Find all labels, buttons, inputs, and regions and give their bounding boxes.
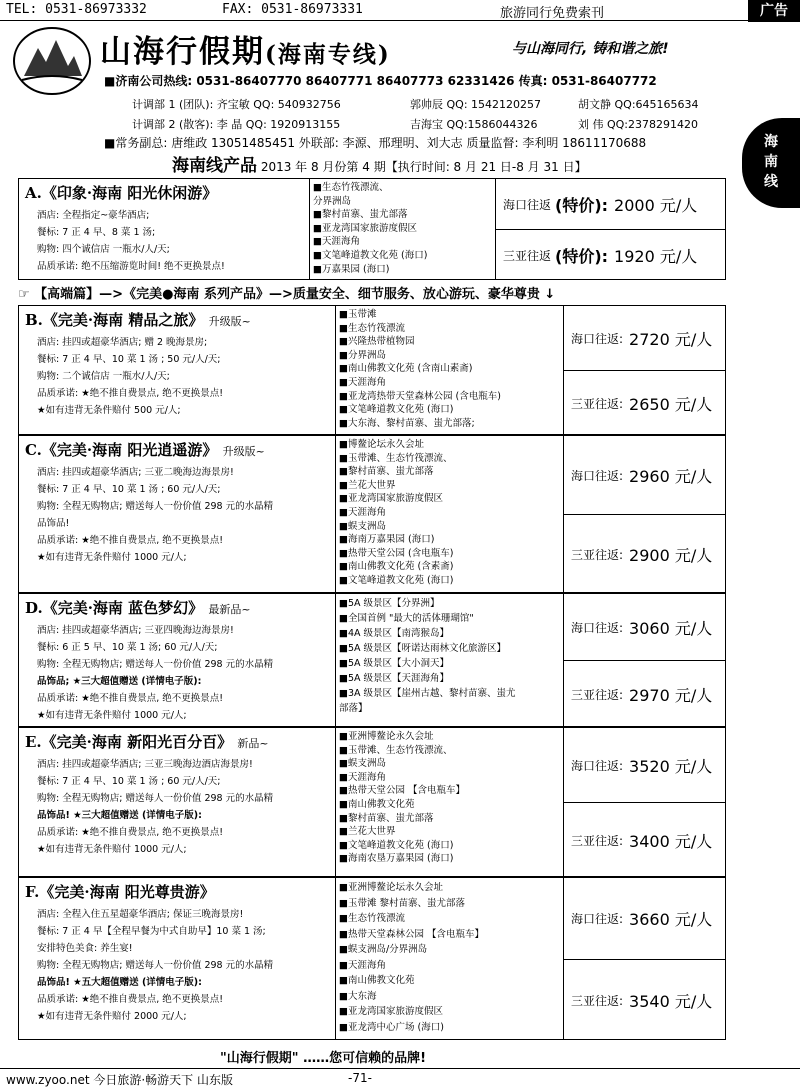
price-label: 海口往返: xyxy=(571,758,624,773)
spot-item: ■玉带滩 黎村苗寨、蚩尤部落 xyxy=(339,897,465,909)
product-name xyxy=(25,731,335,752)
price-sanya xyxy=(563,661,725,727)
price-sanya xyxy=(563,515,725,593)
price-label: 三亚往返: xyxy=(571,396,624,411)
product-info: 安排特色美食: 养生宴! xyxy=(37,943,133,954)
spot-item: ■3A 级景区【崖州古越、黎村苗寨、蚩尤 xyxy=(339,688,516,699)
product-info: 酒店: 挂四或超豪华酒店; 三亚二晚海边海景房! xyxy=(37,467,234,478)
product-info: 酒店: 挂四或超豪华酒店; 三亚三晚海边酒店海景房! xyxy=(37,759,253,770)
spot-item: ■文笔峰道教文化苑 (海口) xyxy=(313,249,428,261)
product-info: 餐标: 7 正 4 早【全程早餐为中式自助早】10 菜 1 汤; xyxy=(37,926,266,937)
footer-slogan: "山海行假期" ……您可信赖的品牌! xyxy=(220,1051,427,1066)
product-info: 餐标: 6 正 5 早、10 菜 1 汤; 60 元/人/天; xyxy=(37,642,218,653)
spot-item: ■大东海 xyxy=(339,990,377,1002)
brand-slogan: 与山海同行, 铸和谐之旅! xyxy=(512,41,669,57)
dept-1-contact-b: 郭帅辰 QQ: 1542120257 xyxy=(410,98,542,111)
price-sanya xyxy=(563,960,725,1040)
product-name xyxy=(25,439,335,460)
spot-item: ■蜈支洲岛 xyxy=(339,758,386,770)
product-tag: 新品~ xyxy=(237,737,269,750)
spot-item: ■玉带滩、生态竹筏漂流、 xyxy=(339,744,453,756)
section-name: 海南线产品 xyxy=(172,156,257,176)
product-card-a xyxy=(18,178,726,280)
spot-item: ■兰花大世界 xyxy=(339,479,396,491)
product-title: C.《完美·海南 阳光逍遥游》 xyxy=(25,441,218,459)
brand-name: 山海行假期 xyxy=(100,34,265,70)
spot-item: ■南山佛教文化苑 xyxy=(339,975,415,986)
spot-item: ■玉带滩、生态竹筏漂流、 xyxy=(339,452,453,464)
product-info: 品质承诺: ★绝不推自费景点, 绝不更换景点! xyxy=(37,827,224,838)
price-value: 2000 元/人 xyxy=(614,195,698,215)
spot-item: ■南山佛教文化苑 (含素斋) xyxy=(339,561,454,573)
product-info: 品质承诺: ★绝不推自费景点, 绝不更换景点! xyxy=(37,535,224,546)
spot-item: ■5A 级景区【天涯海角】 xyxy=(339,673,450,684)
dept-2-contact-c: 刘 伟 QQ:2378291420 xyxy=(578,118,699,131)
top-bar xyxy=(0,0,800,21)
spot-list xyxy=(335,594,563,716)
spot-item: ■黎村苗寨、蚩尤部落 xyxy=(339,466,434,478)
side-tab-char: 海 xyxy=(764,134,778,150)
price-value: 2900 元/人 xyxy=(629,545,713,565)
product-info: 餐标: 7 正 4 早、10 菜 1 汤 ; 60 元/人/天; xyxy=(37,776,221,787)
dept-1-contact-c: 胡文静 QQ:645165634 xyxy=(578,98,699,111)
product-title: D.《完美·海南 蓝色梦幻》 xyxy=(25,599,204,617)
spot-item: ■天涯海角 xyxy=(339,506,386,518)
spot-item: 分界洲岛 xyxy=(313,195,352,207)
product-card-d xyxy=(18,593,726,727)
price-value: 2970 元/人 xyxy=(629,685,713,705)
spot-item: ■蜈支洲岛 xyxy=(339,520,386,532)
price-label: 三亚往返: xyxy=(571,547,624,562)
price-value: 1920 元/人 xyxy=(614,246,698,266)
price-sanya xyxy=(495,230,725,280)
product-title: E.《完美·海南 新阳光百分百》 xyxy=(25,733,233,751)
phone-number: TEL: 0531-86973332 xyxy=(6,2,147,17)
spot-item: ■亚龙湾国家旅游度假区 xyxy=(339,1006,443,1017)
ad-badge: 广告 xyxy=(748,0,800,22)
spot-item: ■天涯海角 xyxy=(339,959,386,971)
product-info: 品饰品! xyxy=(37,518,70,529)
product-name xyxy=(25,309,335,330)
product-info: 餐标: 7 正 4 早、8 菜 1 汤; xyxy=(37,227,156,238)
price-sanya xyxy=(563,371,725,435)
product-info: 购物: 全程无购物店; 赠送每人一份价值 298 元的水晶精 xyxy=(37,501,274,512)
product-info: ★如有违背无条件赔付 2000 元/人; xyxy=(37,1011,187,1022)
premium-banner: ☞ 【高端篇】—>《完美●海南 系列产品》—>质量安全、细节服务、放心游玩、豪华尊贵 ↓ xyxy=(18,287,556,302)
price-haikou xyxy=(563,306,725,371)
spot-item: ■博鳌论坛永久会址 xyxy=(339,439,424,450)
price-haikou xyxy=(563,594,725,661)
price-label: 海口往返: xyxy=(571,331,624,346)
product-info: 品饰品! ★五大超值赠送 (详情电子版): xyxy=(37,977,202,988)
price-value: 2960 元/人 xyxy=(629,466,713,486)
dept-2-contact: 计调部 2 (散客): 李 晶 QQ: 1920913155 xyxy=(132,118,341,131)
product-info: 购物: 全程无购物店; 赠送每人一份价值 298 元的水晶精 xyxy=(37,659,274,670)
product-name: F.《完美·海南 阳光尊贵游》 xyxy=(25,883,215,901)
brand-title xyxy=(100,26,391,71)
spot-item: ■热带天堂公园 【含电瓶车】 xyxy=(339,785,465,797)
product-info: 品质承诺: ★绝不推自费景点, 绝不更换景点! xyxy=(37,388,224,399)
spot-item: ■天涯海角 xyxy=(339,376,386,388)
product-card-b xyxy=(18,305,726,435)
price-haikou xyxy=(495,179,725,230)
price-label: 三亚往返: xyxy=(571,833,624,848)
price-value: 3540 元/人 xyxy=(629,991,713,1011)
product-info: 购物: 全程无购物店; 赠送每人一份价值 298 元的水晶精 xyxy=(37,793,274,804)
spot-item: ■海南农垦万嘉果园 (海口) xyxy=(339,853,454,865)
price-label: 海口往返: xyxy=(571,620,624,635)
product-info: 品质承诺: ★绝不推自费景点, 绝不更换景点! xyxy=(37,994,224,1005)
company-logo-icon xyxy=(12,26,92,96)
page-footer xyxy=(0,1068,800,1087)
price-label: 海口往返: xyxy=(571,912,624,926)
spot-item: ■蜈支洲岛/分界洲岛 xyxy=(339,944,428,955)
product-info: 酒店: 挂四或超豪华酒店; 三亚四晚海边海景房! xyxy=(37,625,234,636)
spot-list xyxy=(309,179,495,276)
spot-item: ■海南万嘉果园 (海口) xyxy=(339,534,435,546)
spot-item: ■兴隆热带植物园 xyxy=(339,336,415,348)
price-value: 3060 元/人 xyxy=(629,618,713,638)
spot-item: ■亚龙湾热带天堂森林公园 (含电瓶车) xyxy=(339,390,501,402)
spot-item: ■南山佛教文化苑 (含南山素斋) xyxy=(339,363,473,375)
spot-item: ■热带天堂森林公园 【含电瓶车】 xyxy=(339,928,484,940)
fax-number: FAX: 0531-86973331 xyxy=(222,2,363,17)
product-card-e xyxy=(18,727,726,877)
price-haikou xyxy=(563,436,725,515)
price-sanya xyxy=(563,803,725,877)
spot-list xyxy=(335,306,563,430)
price-special: (特价): xyxy=(555,195,609,215)
spot-list xyxy=(335,728,563,866)
spot-item: ■亚龙湾中心广场 (海口) xyxy=(339,1021,444,1033)
spot-item: ■4A 级景区【南湾猴岛】 xyxy=(339,628,450,639)
product-info: 酒店: 全程指定~豪华酒店; xyxy=(37,210,150,221)
spot-item: ■黎村苗寨、蚩尤部落 xyxy=(339,812,434,824)
product-title: B.《完美·海南 精品之旅》 xyxy=(25,311,204,329)
product-info: ★如有违背无条件赔付 1000 元/人; xyxy=(37,710,187,721)
product-info: 餐标: 7 正 4 早、10 菜 1 汤 ; 60 元/人/天; xyxy=(37,484,221,495)
dept-1-contact: 计调部 1 (团队): 齐宝敏 QQ: 540932756 xyxy=(132,98,341,111)
spot-item: ■生态竹筏漂流 xyxy=(339,322,405,334)
magazine-note: 旅游同行免费索刊 xyxy=(500,6,605,21)
spot-item: ■5A 级景区【分界洲】 xyxy=(339,598,440,609)
spot-item: ■万嘉果园 (海口) xyxy=(313,263,390,275)
spot-item: ■亚龙湾国家旅游度假区 xyxy=(313,222,417,234)
spot-item: ■天涯海角 xyxy=(313,236,360,248)
product-info: 餐标: 7 正 4 早、10 菜 1 汤 ; 50 元/人/天; xyxy=(37,354,221,365)
spot-item: ■生态竹筏漂流 xyxy=(339,913,405,924)
dept-2-contact-b: 吉海宝 QQ:1586044326 xyxy=(410,118,538,131)
spot-list xyxy=(335,878,563,1035)
product-info: ★如有违背无条件赔付 1000 元/人; xyxy=(37,552,187,563)
spot-item: ■天涯海角 xyxy=(339,771,386,783)
price-value: 2720 元/人 xyxy=(629,329,713,349)
price-special: (特价): xyxy=(555,246,609,266)
footer-site: www.zyoo.net 今日旅游·畅游天下 山东版 xyxy=(6,1073,233,1087)
side-tab xyxy=(742,118,800,208)
product-card-f xyxy=(18,877,726,1040)
price-value: 3660 元/人 xyxy=(629,910,713,929)
side-tab-char: 线 xyxy=(764,174,778,190)
spot-item: ■亚洲博鳌论永久会址 xyxy=(339,731,434,742)
price-value: 3400 元/人 xyxy=(629,831,713,851)
spot-item: ■全国首例 "最大的活体珊瑚馆" xyxy=(339,613,474,624)
product-info: ★如有违背无条件赔付 500 元/人; xyxy=(37,405,181,416)
price-label: 三亚往返 xyxy=(503,248,552,263)
product-card-c xyxy=(18,435,726,593)
management-line: ■常务副总: 唐维政 13051485451 外联部: 李源、邢理明、刘大志 质量监督: 李利明 18611170688 xyxy=(104,136,647,150)
spot-item: ■文笔峰道教文化苑 (海口) xyxy=(339,404,454,416)
product-info: 品质承诺: ★绝不推自费景点, 绝不更换景点! xyxy=(37,693,224,704)
product-info: 购物: 二个诚信店 一瓶水/人/天; xyxy=(37,371,170,382)
product-info: 购物: 全程无购物店; 赠送每人一份价值 298 元的水晶精 xyxy=(37,960,274,971)
section-title xyxy=(172,151,587,176)
side-tab-char: 南 xyxy=(764,154,778,170)
price-label: 海口往返 xyxy=(503,197,552,212)
product-info: 酒店: 挂四或超豪华酒店; 赠 2 晚海景房; xyxy=(37,337,208,348)
product-tag: 升级版~ xyxy=(208,315,251,328)
product-info: ★如有违背无条件赔付 1000 元/人; xyxy=(37,844,187,855)
hotline: ■济南公司热线: 0531-86407770 86407771 86407773 62331426 传真: 0531-86407772 xyxy=(104,74,657,88)
spot-item: ■玉带滩 xyxy=(339,309,377,320)
price-value: 3520 元/人 xyxy=(629,756,713,776)
price-haikou xyxy=(563,728,725,803)
spot-item: ■5A 级景区【大小洞天】 xyxy=(339,658,450,669)
spot-item: ■南山佛教文化苑 xyxy=(339,798,415,810)
spot-item: 部落】 xyxy=(339,703,368,714)
spot-item: ■文笔峰道教文化苑 (海口) xyxy=(339,574,454,586)
spot-item: ■热带天堂公园 (含电瓶车) xyxy=(339,547,454,559)
product-tag: 升级版~ xyxy=(222,445,265,458)
product-name xyxy=(25,597,335,618)
product-info: 购物: 四个诚信店 一瓶水/人/天; xyxy=(37,244,170,255)
price-label: 三亚往返: xyxy=(571,993,624,1008)
brand-subtitle: (海南专线) xyxy=(265,41,391,68)
product-info: 品质承诺: 绝不压缩游览时间! 绝不更换景点! xyxy=(37,261,225,272)
price-haikou xyxy=(563,878,725,960)
product-info: 酒店: 全程入住五星超豪华酒店; 保证三晚海景房! xyxy=(37,909,244,920)
price-label: 三亚往返: xyxy=(571,687,624,702)
price-value: 2650 元/人 xyxy=(629,394,713,414)
spot-item: ■兰花大世界 xyxy=(339,826,396,838)
spot-item: ■大东海、黎村苗寨、蚩尤部落; xyxy=(339,417,475,429)
spot-item: ■文笔峰道教文化苑 (海口) xyxy=(339,839,454,851)
section-period: 2013 年 8 月份第 4 期【执行时间: 8 月 21 日-8 月 31 日】 xyxy=(257,160,587,174)
product-tag: 最新品~ xyxy=(208,603,251,616)
price-label: 海口往返: xyxy=(571,468,624,483)
spot-item: ■亚龙湾国家旅游度假区 xyxy=(339,493,443,505)
spot-item: ■生态竹筏漂流、 xyxy=(313,182,389,193)
spot-item: ■分界洲岛 xyxy=(339,349,386,361)
spot-list xyxy=(335,436,563,588)
page-number: -71- xyxy=(348,1071,372,1085)
spot-item: ■黎村苗寨、蚩尤部落 xyxy=(313,209,408,221)
spot-item: ■亚洲博鳌论坛永久会址 xyxy=(339,882,443,893)
product-name: A.《印象·海南 阳光休闲游》 xyxy=(25,184,218,202)
product-info: 品饰品! ★三大超值赠送 (详情电子版): xyxy=(37,810,202,821)
spot-item: ■5A 级景区【呀诺达雨林文化旅游区】 xyxy=(339,643,507,654)
product-info: 品饰品; ★三大超值赠送 (详情电子版): xyxy=(37,676,202,687)
